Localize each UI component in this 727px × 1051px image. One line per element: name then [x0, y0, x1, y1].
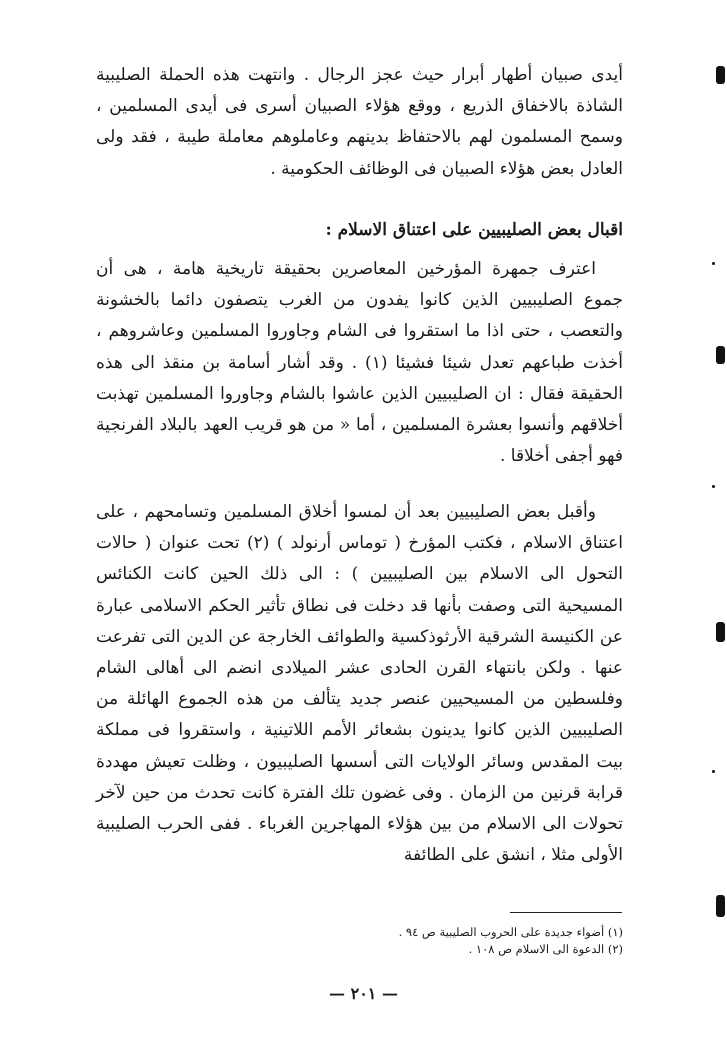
scan-mark [712, 262, 715, 265]
page-number: — ٢٠١ — [329, 984, 398, 1003]
footnotes [203, 924, 623, 958]
scan-mark [712, 485, 715, 488]
footnote-1: (١) أضواء جديدة على الحروب الصليبية ص ٩٤ . [398, 925, 623, 939]
paragraph-2: اعترف جمهرة المؤرخين المعاصرين بحقيقة تاريخية هامة ، هى أن جموع الصليبيين الذين كانوا يفدون من الغرب يتصفون دائما بالخشونة والتعصب ، حتى اذا ما استقروا فى الشام وجاوروا المسلمين وعاشروهم ، أخذت طباعهم تعدل شيئا فشيئا (١) . وقد أشار أسامة بن منقذ الى هذه الحقيقة فقال : ان الصليبيين الذين عاشوا بالشام وجاوروا المسلمين تهذبت أخلاقهم وأنسوا بعشرة المسلمين ، أما « من هو قريب العهد بالبلاد الفرنجية فهو أجفى أخلاقا . [96, 259, 623, 467]
paragraph-1: أيدى صبيان أطهار أبرار حيث عجز الرجال . وانتهت هذه الحملة الصليبية الشاذة بالاخفاق الذريع ، ووقع هؤلاء الصبيان أسرى فى أيدى المسلمين ، وسمح المسلمون لهم بالاحتفاظ بدينهم وعاملوهم معاملة طيبة ، فقد ولى العادل بعض هؤلاء الصبيان فى الوظائف الحكومية . [96, 65, 623, 179]
scan-mark [716, 895, 725, 917]
scan-mark [716, 346, 725, 364]
scan-mark [712, 770, 715, 773]
paragraph-3: وأقبل بعض الصليبيين بعد أن لمسوا أخلاق المسلمين وتسامحهم ، على اعتناق الاسلام ، فكتب المؤرخ ( توماس أرنولد ) (٢) تحت عنوان ( حالات التحول الى الاسلام بين الصليبيين ) : الى ذلك الحين كانت الكنائس المسيحية التى وصفت بأنها قد دخلت فى نطاق تأثير الحكم الاسلامى عبارة عن الكنيسة الشرقية الأرثوذكسية والطوائف الخارجة عن الدين التى تفرعت عنها . ولكن بانتهاء القرن الحادى عشر الميلادى انضم الى أهالى الشام وفلسطين من المسيحيين عنصر جديد يتألف من هذه الجموع الهائلة من الصليبيين الذين كانوا يدينون بشعائر الأمم اللاتينية ، واستقروا فى مملكة بيت المقدس وسائر الولايات التى أسسها الصليبيون ، وظلت تعيش مهددة قرابة قرنين من الزمان . وفى غضون تلك الفترة كانت تحدث من حين لآخر تحولات الى الاسلام من بين هؤلاء المهاجرين الغرباء . ففى الحرب الصليبية الأولى مثلا ، انشق على الطائفة [96, 502, 623, 866]
section-heading: اقبال بعض الصليبيين على اعتناق الاسلام : [325, 220, 623, 240]
scan-mark [716, 66, 725, 84]
footnote-divider [510, 912, 622, 913]
footnote-2: (٢) الدعوة الى الاسلام ص ١٠٨ . [468, 942, 623, 956]
scan-mark [716, 622, 725, 642]
